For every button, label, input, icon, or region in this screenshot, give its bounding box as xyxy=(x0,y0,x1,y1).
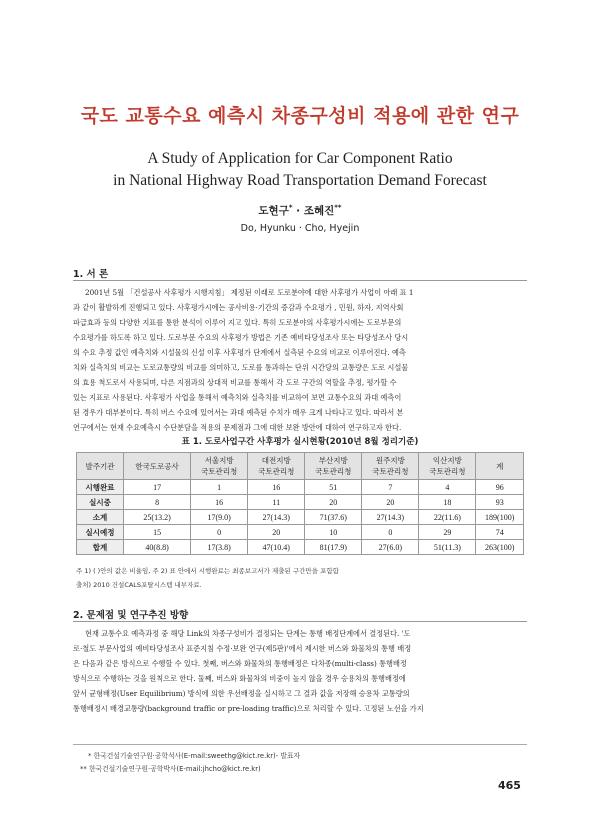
table-cell: 16 xyxy=(191,495,248,510)
table-cell: 20 xyxy=(362,495,419,510)
table-cell: 81(17.9) xyxy=(305,540,362,555)
table-cell: 7 xyxy=(362,480,419,495)
author-2-name: 조혜진 xyxy=(303,205,335,217)
table-cell: 29 xyxy=(419,525,476,540)
korean-title: 국도 교통수요 예측시 차종구성비 적용에 관한 연구 xyxy=(80,105,520,127)
section-1-line: 파급효과 등의 다양한 지표를 통한 분석이 이루어 지고 있다. 특히 도로분야의 사후평가시에는 도로부문의 xyxy=(73,318,402,327)
table-cell: 47(10.4) xyxy=(248,540,305,555)
table-header-cell: 대전지방 국토관리청 xyxy=(248,453,305,480)
table-cell: 20 xyxy=(305,495,362,510)
table-header-cell: 계 xyxy=(476,453,524,480)
table-row-label: 실시예정 xyxy=(77,525,124,540)
table-cell: 27(6.0) xyxy=(362,540,419,555)
table-cell: 10 xyxy=(305,525,362,540)
table-cell: 27(14.3) xyxy=(248,510,305,525)
table-cell: 8 xyxy=(124,495,191,510)
table-cell: 17(3.8) xyxy=(191,540,248,555)
table-cell: 96 xyxy=(476,480,524,495)
footnote-2-mark: ** xyxy=(80,765,87,773)
section-2-rule xyxy=(73,621,527,622)
table-header-cell: 서울지방 국토관리청 xyxy=(191,453,248,480)
table-header-cell: 익산지방 국토관리청 xyxy=(419,453,476,480)
table-cell: 16 xyxy=(248,480,305,495)
section-1-line: 과 같이 활발하게 진행되고 있다. 사후평가시에는 공사비용·기간의 증감과 수요평가 , 민원, 하자, 지역사회 xyxy=(73,303,404,312)
english-title-line-2: in National Highway Road Transportation Demand Forecast xyxy=(113,172,487,189)
section-1-line: 연구에서는 현재 수요예측시 수단분담을 적용의 문제점과 그에 대한 보완 방안에 대하여 연구하고자 한다. xyxy=(73,423,402,432)
author-1-mark: * xyxy=(288,203,293,212)
section-1-body xyxy=(73,285,527,435)
section-2-line: 현재 교통수요 예측과정 중 해당 Link의 차종구성비가 결정되는 단계는 통행 배정단계에서 결정된다. '도 xyxy=(85,629,411,638)
section-2-line: 로·철도 부문사업의 예비타당성조사 표준지침 수정·보완 연구(제5판)'에서 제시한 버스와 화물차의 통행 배정 xyxy=(73,644,412,653)
authors-english: Do, Hyunku · Cho, Hyejin xyxy=(240,223,360,234)
section-1-line: 의 수요 추정 값인 예측치와 시설물의 신설 이후 사후평가 단계에서 실측된 수요의 비교로 이루어진다. 예측 xyxy=(73,348,406,357)
table-row xyxy=(77,480,524,495)
table-cell: 22(11.6) xyxy=(419,510,476,525)
table-cell: 27(14.3) xyxy=(362,510,419,525)
table-cell: 0 xyxy=(362,525,419,540)
footnote-1-mark: * xyxy=(88,752,92,760)
table-cell: 71(37.6) xyxy=(305,510,362,525)
english-title-line-1: A Study of Application for Car Component Ratio xyxy=(147,150,453,167)
table-cell: 18 xyxy=(419,495,476,510)
section-2-line: 은 다음과 같은 방식으로 수행할 수 있다. 첫째, 버스와 화물차의 통행배정은 다차종(multi-class) 통행배정 xyxy=(73,659,407,668)
section-1-line: 의 효용 척도로서 사용되며, 다른 지점과의 상대적 비교를 통해서 각 도로 구간의 역할을 추정, 평가할 수 xyxy=(73,378,397,387)
table-cell: 25(13.2) xyxy=(124,510,191,525)
table-cell: 40(8.8) xyxy=(124,540,191,555)
author-separator: · xyxy=(292,205,304,217)
section-2-line: 앞서 균형배정(User Equilibrium) 방식에 의한 우선배정을 실시하고 그 결과 값을 저장해 승용차 교통량의 xyxy=(73,689,410,698)
footnote-2 xyxy=(80,763,261,773)
table-row-label: 합계 xyxy=(77,540,124,555)
table-cell: 1 xyxy=(191,480,248,495)
table-cell: 20 xyxy=(248,525,305,540)
table-row xyxy=(77,540,524,555)
table-caption: 표 1. 도로사업구간 사후평가 실시현황(2010년 8월 정리기준) xyxy=(181,437,419,447)
table-row xyxy=(77,495,524,510)
table-row-label: 소계 xyxy=(77,510,124,525)
table-header-cell: 발주기관 xyxy=(77,453,124,480)
table-row-label: 시행완료 xyxy=(77,480,124,495)
page-number: 465 xyxy=(498,779,521,792)
table-cell: 51(11.3) xyxy=(419,540,476,555)
section-1-line: 된 경우가 대부분이다. 특히 버스 수요에 있어서는 과대 예측된 수치가 매우 크게 나타나고 있다. 따라서 본 xyxy=(73,408,404,417)
table-cell: 51 xyxy=(305,480,362,495)
english-title xyxy=(0,148,600,192)
footnote-rule xyxy=(73,744,527,745)
table-cell: 263(100) xyxy=(476,540,524,555)
footnote-1 xyxy=(88,750,300,760)
table-cell: 17(9.0) xyxy=(191,510,248,525)
table-cell: 11 xyxy=(248,495,305,510)
author-1-name: 도현구 xyxy=(258,205,289,217)
table-row-label: 실시중 xyxy=(77,495,124,510)
table-row xyxy=(77,525,524,540)
table-cell: 4 xyxy=(419,480,476,495)
table-header-cell: 한국도로공사 xyxy=(124,453,191,480)
table-cell: 0 xyxy=(191,525,248,540)
footnote-2-text: 한국건설기술연구원·공학박사(E-mail:jhcho@kict.re.kr) xyxy=(88,765,261,773)
table-cell: 17 xyxy=(124,480,191,495)
section-1-heading: 1. 서 론 xyxy=(73,269,109,280)
table-cell: 74 xyxy=(476,525,524,540)
section-1-line: 치와 실측치의 비교는 도로교통량의 비교를 의미하고, 도로를 통과하는 단위 시간당의 교통량은 도로 시설물 xyxy=(73,363,409,372)
table-cell: 15 xyxy=(124,525,191,540)
table-row xyxy=(77,510,524,525)
footnote-1-text: 한국건설기술연구원·공학석사(E-mail:sweethg@kict.re.kr)- 발표자 xyxy=(93,752,300,760)
table-header-row xyxy=(77,453,524,480)
survey-table xyxy=(76,452,524,555)
section-2-line: 통행배정시 배경교통량(background traffic or pre-loading traffic)으로 처리할 수 있다. 고정된 노선을 가지 xyxy=(73,704,424,713)
section-2-line: 방식으로 수행하는 것을 원칙으로 한다. 둘째, 버스와 화물차의 비중이 높지 않을 경우 승용차의 통행배정에 xyxy=(73,674,406,683)
section-1-line: 있는 지표로 사용된다. 사후평가 사업을 통해서 예측치와 실측치를 비교하여 보면 교통수요의 과대 예측이 xyxy=(73,393,402,402)
table-note-2: 출처) 2010 건설CALS포탈시스템 내부자료. xyxy=(76,581,202,589)
table-cell: 93 xyxy=(476,495,524,510)
section-2-heading: 2. 문제점 및 연구추진 방향 xyxy=(73,610,189,621)
section-1-line: 2001년 5월 「건설공사 사후평가 시행지침」 제정된 이래로 도로분야에 대한 사후평가 사업이 아래 표 1 xyxy=(85,288,414,297)
table-note-1: 주 1) ( )안의 값은 비율임, 주 2) 표 안에서 시행완료는 최종보고서가 제출된 구간만을 포함함 xyxy=(76,567,339,575)
author-2-mark: ** xyxy=(334,203,342,212)
table-header-cell: 부산지방 국토관리청 xyxy=(305,453,362,480)
table-cell: 189(100) xyxy=(476,510,524,525)
authors-korean xyxy=(0,203,600,218)
table-header-cell: 원주지방 국토관리청 xyxy=(362,453,419,480)
section-2-body xyxy=(73,626,527,716)
section-1-rule xyxy=(73,280,527,281)
section-1-line: 수요평가를 하도록 하고 있다. 도로부문 수요의 사후평가 방법은 기존 예비타당성조사 또는 타당성조사 당시 xyxy=(73,333,409,342)
